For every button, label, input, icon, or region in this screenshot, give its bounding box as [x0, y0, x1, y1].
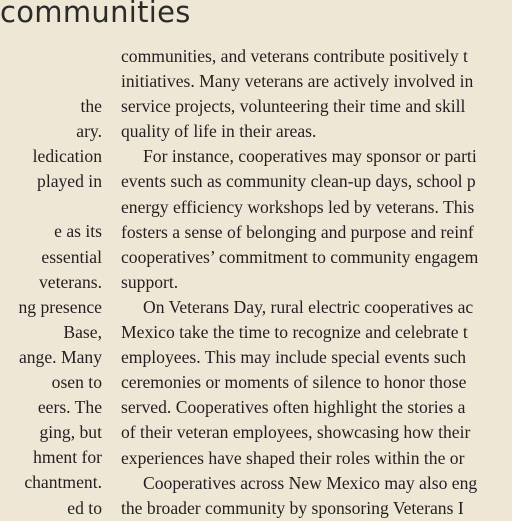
text-line: ceremonies or moments of silence to honor those: [121, 372, 467, 393]
text-line: e as its: [54, 221, 102, 242]
right-text-column: [121, 44, 512, 521]
text-line: eers. The: [37, 397, 102, 418]
text-line: ange. Many: [18, 346, 102, 367]
text-line: events such as community clean-up days, school p: [121, 171, 476, 192]
text-line: communities, and veterans contribute positively t: [121, 46, 468, 66]
text-line: ng presence: [18, 296, 102, 317]
text-line: played in: [37, 171, 102, 192]
text-line: experiences have shaped their roles within the or: [121, 447, 465, 468]
text-line: ledication: [32, 146, 102, 167]
text-line: served. Cooperatives often highlight the stories a: [121, 397, 466, 418]
paragraph-start-line: Cooperatives across New Mexico may also eng: [143, 472, 478, 493]
text-line: quality of life in their areas.: [121, 121, 317, 142]
text-line: essential: [41, 246, 102, 267]
text-line: Mexico take the time to recognize and celebrate t: [121, 322, 468, 343]
text-line: veterans.: [38, 271, 102, 292]
text-line: ging, but: [39, 422, 102, 443]
text-line: support.: [121, 271, 179, 292]
paragraph-start-line: For instance, cooperatives may sponsor or parti: [143, 146, 477, 167]
text-line: energy efficiency workshops led by veterans. This: [121, 196, 475, 217]
text-line: hment for: [33, 447, 102, 468]
text-line: of their veteran employees, showcasing how their: [121, 422, 471, 443]
left-text-column: [0, 94, 102, 521]
text-line: Base,: [63, 321, 102, 342]
section-heading: communities: [0, 0, 191, 29]
text-line: service projects, volunteering their time and skill: [121, 96, 466, 117]
text-line: ed to: [67, 497, 102, 518]
text-line: the: [80, 96, 102, 116]
text-line: [0, 194, 102, 219]
text-line: ary.: [76, 121, 102, 142]
text-line: chantment.: [24, 472, 102, 493]
text-line: fosters a sense of belonging and purpose and reinf: [121, 221, 474, 242]
paragraph-start-line: On Veterans Day, rural electric cooperatives ac: [143, 296, 474, 317]
text-line: osen to: [51, 372, 102, 393]
text-line: the broader community by sponsoring Veterans I: [121, 497, 464, 518]
text-line: initiatives. Many veterans are actively involved in: [121, 71, 474, 92]
text-line: employees. This may include special events such: [121, 347, 467, 368]
text-line: cooperatives’ commitment to community engagem: [121, 246, 479, 267]
